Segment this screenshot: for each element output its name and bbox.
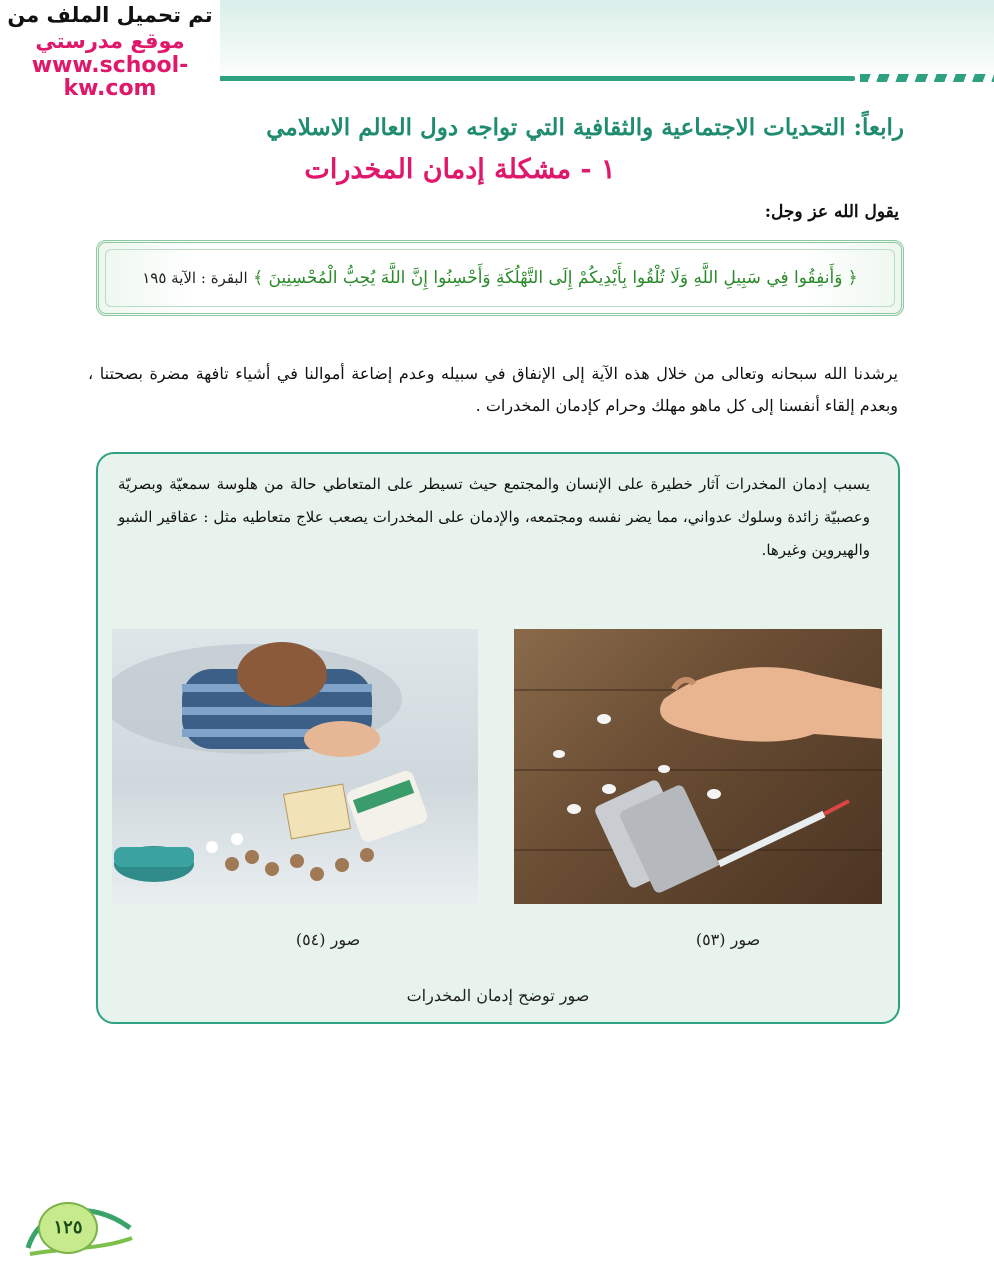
photo-53-caption: صور (٥٣) xyxy=(695,930,761,949)
photo-54-caption: صور (٥٤) xyxy=(295,930,361,949)
site-url[interactable]: www.school-kw.com xyxy=(31,53,189,102)
subtitle: ١ - مشكلة إدمان المخدرات xyxy=(304,154,616,185)
info-box xyxy=(96,452,900,1024)
photo-53 xyxy=(514,629,882,904)
person-with-pills-image xyxy=(112,629,478,904)
section-title: رابعاً: التحديات الاجتماعية والثقافية التي تواجه دول العالم الاسلامي xyxy=(266,114,904,141)
hand-with-syringe-image xyxy=(514,629,882,904)
site-name: موقع مدرستي xyxy=(35,29,185,54)
verse-frame xyxy=(96,240,904,316)
intro-text: يقول الله عز وجل: xyxy=(764,202,899,222)
download-text: تم تحميل الملف من xyxy=(7,3,213,27)
verse-line xyxy=(109,267,891,288)
header-rule xyxy=(215,76,855,81)
verse-text: ﴿ وَأَنفِقُوا فِي سَبِيلِ اللَّهِ وَلَا تُلْقُوا بِأَيْدِيكُمْ إِلَى التَّهْلُكَةِ وَأَحْسِنُوا إِنَّ اللَّهَ يُحِبُّ الْمُحْسِنِينَ ﴾ xyxy=(253,268,858,288)
verse-reference: البقرة : الآية ١٩٥ xyxy=(142,269,248,287)
page-number: ١٢٥ xyxy=(38,1202,98,1254)
header-dashes xyxy=(860,74,994,82)
figure-caption: صور توضح إدمان المخدرات xyxy=(406,986,590,1005)
site-watermark[interactable] xyxy=(0,0,220,100)
photo-54 xyxy=(112,629,478,904)
info-text: يسبب إدمان المخدرات آثار خطيرة على الإنسان والمجتمع حيث تسيطر على المتعاطي حالة من هلوسة سمعيّة وبصريّة وعصبيّة زائدة وسلوك عدواني، مما يضر نفسه ومجتمعه، والإدمان على المخدرات يصعب علاج متعاطيه مثل : عقاقير الشبو والهيروين وغيرها. xyxy=(118,475,870,559)
body-paragraph: يرشدنا الله سبحانه وتعالى من خلال هذه الآية إلى الإنفاق في سبيله وعدم إضاعة أموالنا في أشياء تافهة مضرة بصحتنا ، وبعدم إلقاء أنفسنا إلى كل ماهو مهلك وحرام كإدمان المخدرات . xyxy=(88,364,898,415)
page-number-badge xyxy=(20,1198,140,1258)
